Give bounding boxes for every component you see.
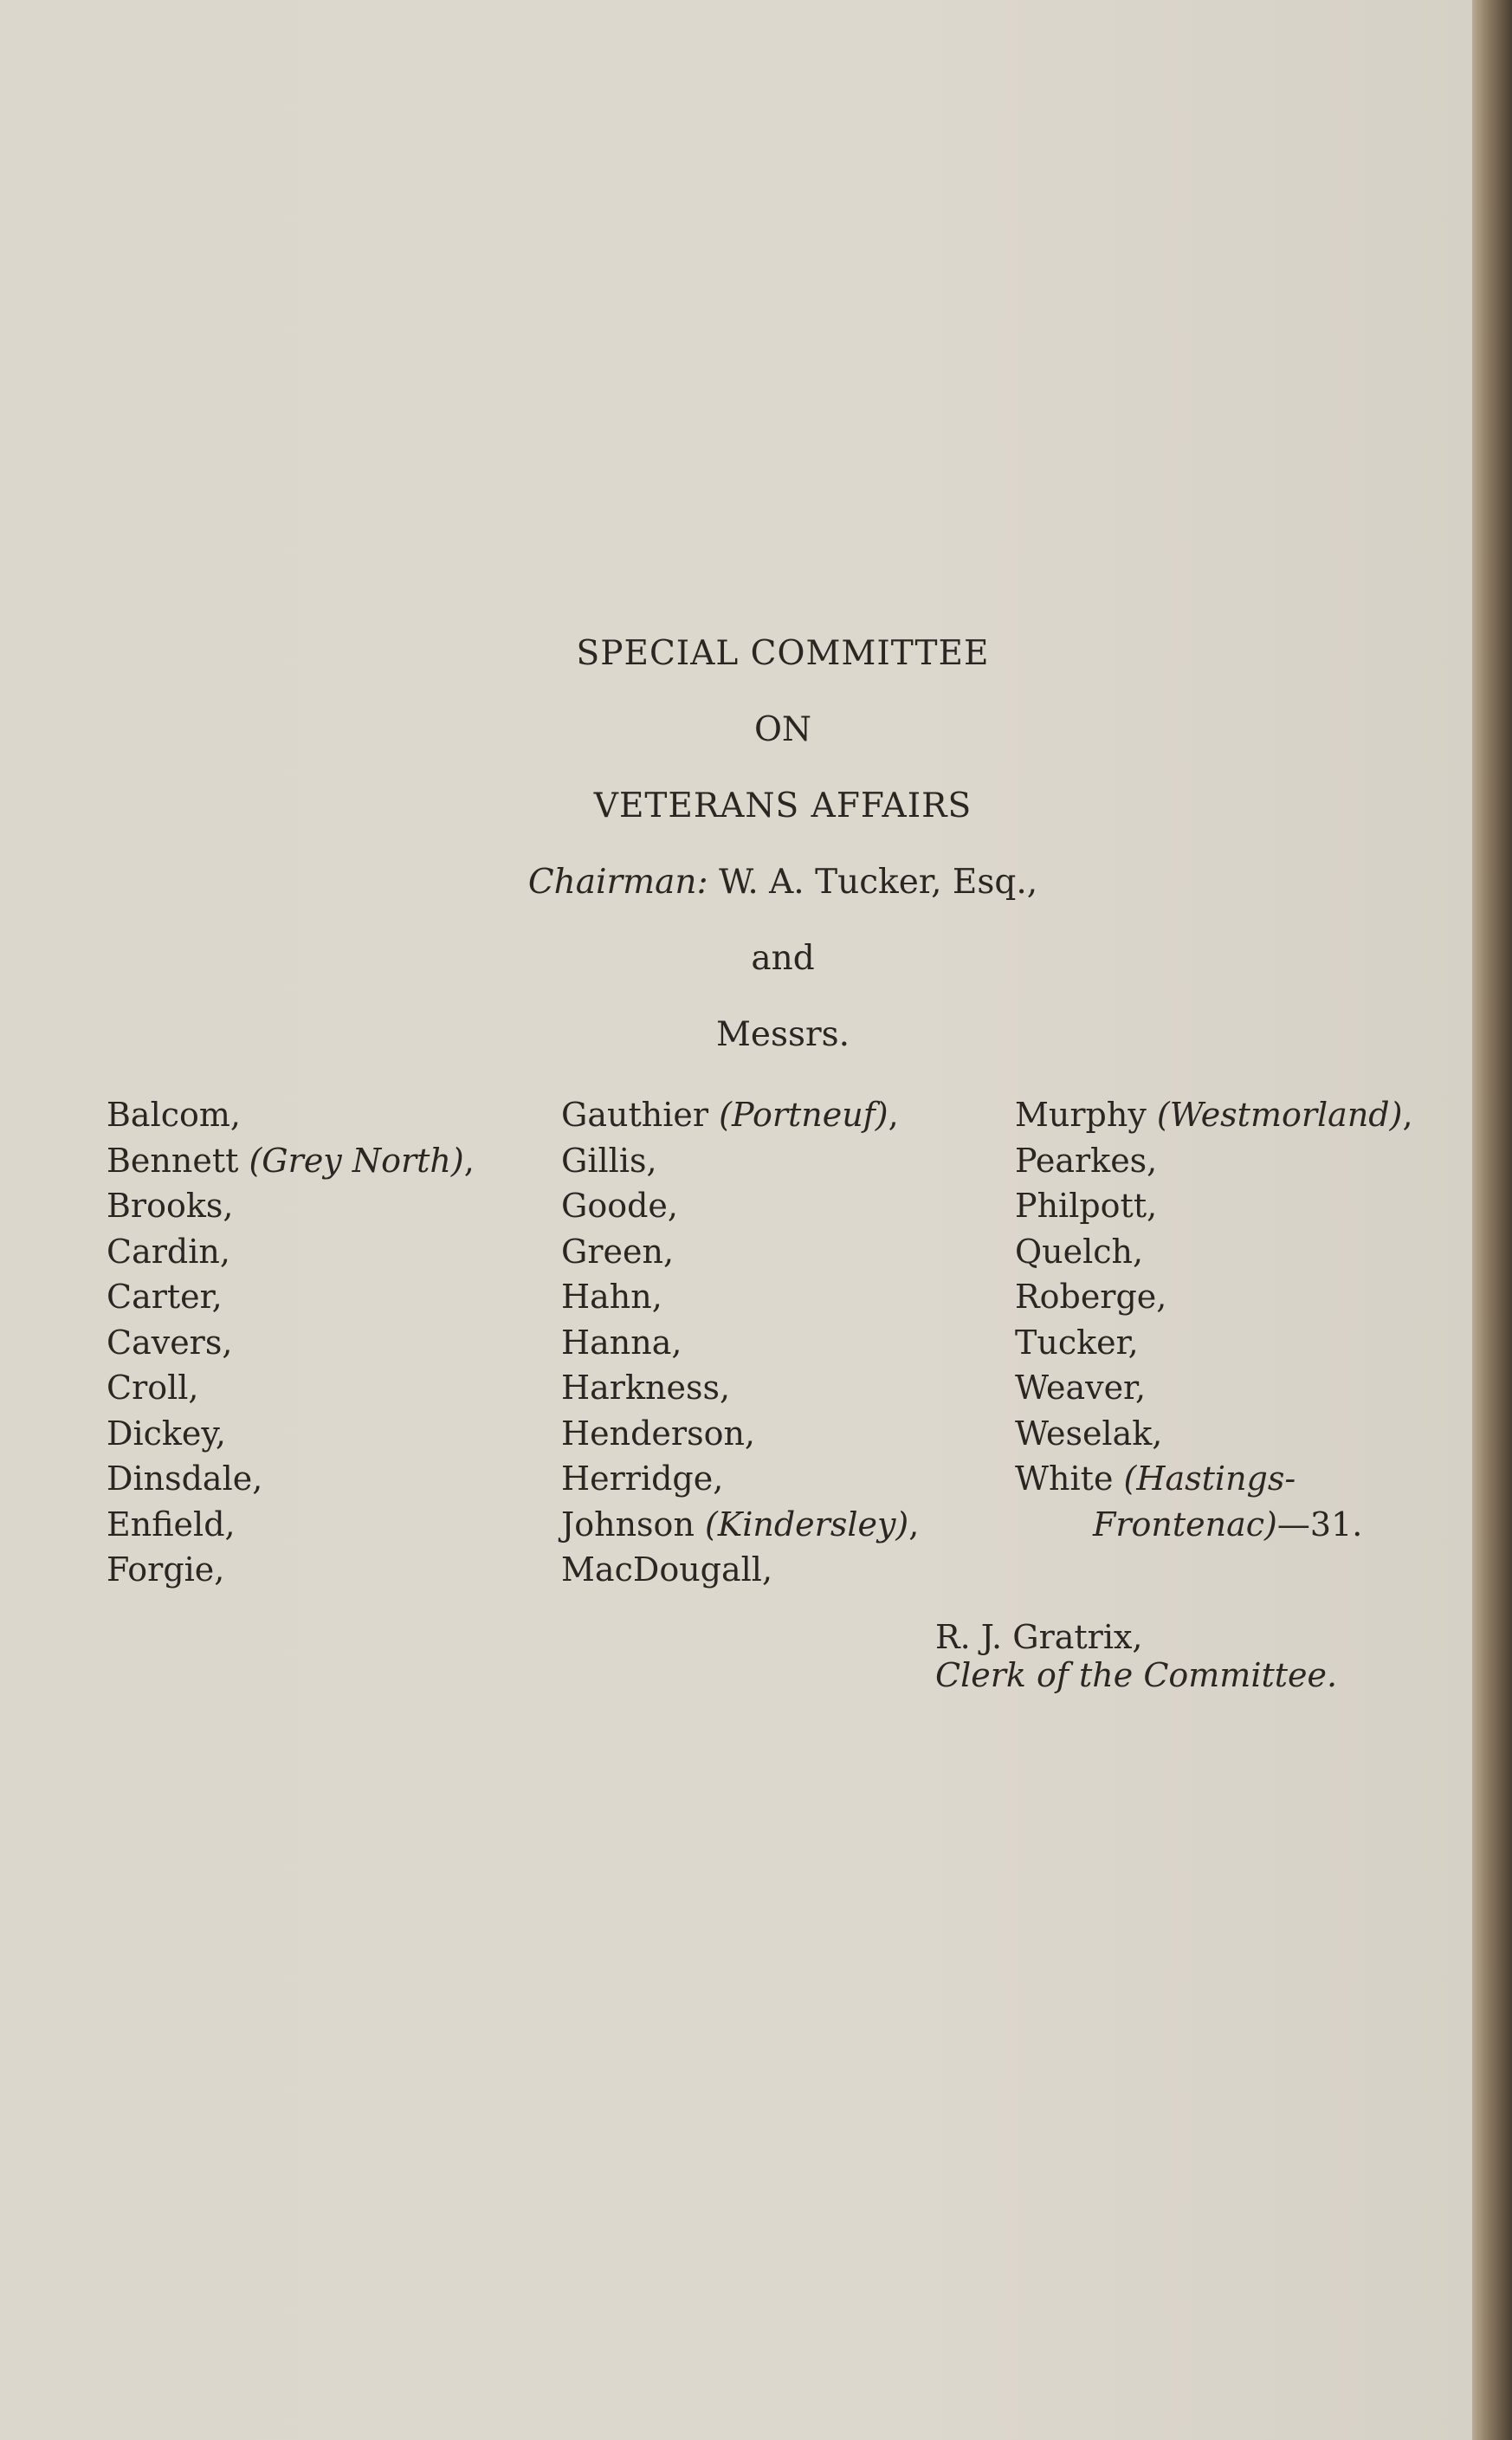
member-entry: [107, 1183, 475, 1229]
messrs-text: Messrs.: [715, 1015, 850, 1054]
member-entry: [1015, 1092, 1413, 1138]
member-entry: [107, 1229, 475, 1275]
member-name: White: [1015, 1459, 1124, 1498]
member-entry: [1015, 1456, 1413, 1502]
member-riding: (Hastings-: [1123, 1459, 1296, 1498]
member-riding: (Grey North): [249, 1141, 464, 1180]
member-entry: [561, 1320, 919, 1366]
member-entry: [561, 1183, 919, 1229]
member-tail: ,: [908, 1505, 920, 1544]
committee-title-line1: SPECIAL COMMITTEE: [576, 634, 990, 673]
member-tail: ,: [1402, 1096, 1413, 1134]
member-entry: [107, 1138, 475, 1184]
member-riding: (Kindersley): [705, 1505, 909, 1544]
member-name: Cavers,: [107, 1323, 233, 1362]
and-text: and: [751, 939, 815, 978]
member-entry: [1015, 1502, 1413, 1548]
member-name: Enfield,: [107, 1505, 236, 1544]
clerk-name: R. J. Gratrix,: [935, 1618, 1143, 1656]
member-name: Weaver,: [1015, 1369, 1147, 1407]
member-entry: [107, 1365, 475, 1411]
member-tail: —31.: [1276, 1505, 1363, 1544]
member-entry: [561, 1365, 919, 1411]
member-entry: [561, 1274, 919, 1320]
member-name: Cardin,: [107, 1232, 230, 1271]
member-entry: [561, 1502, 919, 1548]
committee-title-line2: ON: [753, 710, 812, 749]
member-name: Tucker,: [1015, 1323, 1139, 1362]
member-entry: [1015, 1365, 1413, 1411]
member-entry: [1015, 1320, 1413, 1366]
member-name: Harkness,: [561, 1369, 731, 1407]
member-name: Roberge,: [1015, 1278, 1167, 1316]
member-entry: [107, 1411, 475, 1457]
member-name: Quelch,: [1015, 1232, 1144, 1271]
member-name: Balcom,: [107, 1096, 242, 1134]
member-entry: [561, 1138, 919, 1184]
chairman-label: Chairman:: [527, 863, 708, 902]
member-entry: [1015, 1274, 1413, 1320]
member-entry: [107, 1274, 475, 1320]
member-entry: [107, 1456, 475, 1502]
member-entry: [107, 1320, 475, 1366]
member-name: Dickey,: [107, 1414, 226, 1453]
member-riding: (Westmorland): [1156, 1096, 1403, 1134]
member-entry: [1015, 1229, 1413, 1275]
member-entry: [1015, 1411, 1413, 1457]
member-name: Goode,: [561, 1187, 679, 1225]
member-name: Brooks,: [107, 1187, 234, 1225]
member-name: Murphy: [1015, 1096, 1157, 1134]
member-name: Forgie,: [107, 1550, 225, 1589]
member-name: Philpott,: [1015, 1187, 1158, 1225]
member-name: Bennett: [107, 1141, 249, 1180]
member-column-3: [1015, 1092, 1413, 1547]
member-entry: [1015, 1138, 1413, 1184]
member-entry: [561, 1092, 919, 1138]
member-entry: [1015, 1183, 1413, 1229]
member-entry: [561, 1456, 919, 1502]
member-name: Gauthier: [561, 1096, 720, 1134]
member-name: Pearkes,: [1015, 1141, 1158, 1180]
member-name: Green,: [561, 1232, 675, 1271]
member-column-1: [107, 1092, 475, 1593]
member-name: Henderson,: [561, 1414, 756, 1453]
member-name: MacDougall,: [561, 1550, 773, 1589]
member-name: Gillis,: [561, 1141, 657, 1180]
chairman-line: [0, 863, 1512, 902]
member-entry: [107, 1502, 475, 1548]
member-entry: [107, 1547, 475, 1593]
member-entry: [561, 1547, 919, 1593]
chairman-name: W. A. Tucker, Esq.,: [719, 863, 1038, 902]
member-name: Hanna,: [561, 1323, 682, 1362]
committee-title-line3: VETERANS AFFAIRS: [593, 786, 972, 825]
member-name: Dinsdale,: [107, 1459, 263, 1498]
member-name: Croll,: [107, 1369, 199, 1407]
member-tail: ,: [463, 1141, 475, 1180]
member-entry: [561, 1411, 919, 1457]
member-column-2: [561, 1092, 919, 1593]
member-entry: [107, 1092, 475, 1138]
member-name: Johnson: [561, 1505, 705, 1544]
member-riding: Frontenac): [1093, 1505, 1277, 1544]
member-name: Hahn,: [561, 1278, 662, 1316]
member-name: Carter,: [107, 1278, 223, 1316]
clerk-title: Clerk of the Committee.: [935, 1656, 1338, 1694]
member-name: Weselak,: [1015, 1414, 1163, 1453]
member-name: Herridge,: [561, 1459, 724, 1498]
member-riding: (Portneuf): [719, 1096, 888, 1134]
page-edge: [1472, 0, 1512, 2440]
member-entry: [561, 1229, 919, 1275]
member-tail: ,: [888, 1096, 899, 1134]
